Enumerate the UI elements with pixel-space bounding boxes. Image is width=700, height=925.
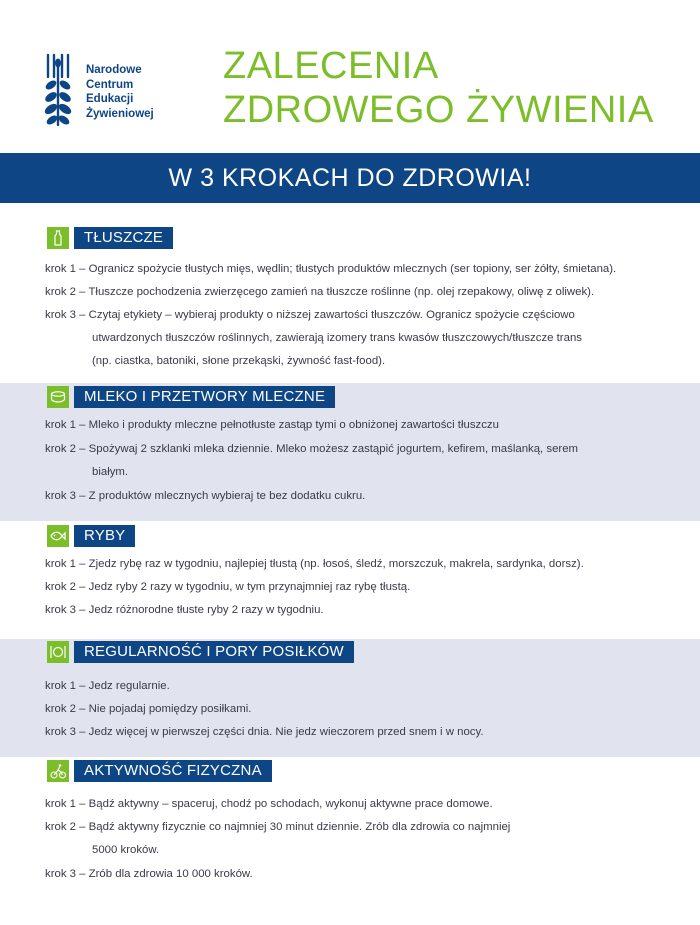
step-item — [45, 721, 690, 744]
step-item — [45, 258, 690, 281]
step-text: krok 1 – Ogranicz spożycie tłustych mięs, wędlin; tłustych produktów mlecznych (ser topiony, ser żółty, śmietana). — [45, 263, 617, 275]
bottle-icon — [47, 227, 69, 249]
step-item — [45, 553, 690, 576]
step-text: krok 1 – Zjedz rybę raz w tygodniu, najlepiej tłustą (np. łosoś, śledź, morszczuk, makrela, sardynka, dorsz). — [45, 558, 584, 570]
step-item — [45, 816, 690, 862]
step-text: krok 3 – Z produktów mlecznych wybieraj te bez dodatku cukru. — [45, 490, 366, 502]
wheat-logo-icon — [44, 53, 72, 128]
cyclist-icon — [47, 760, 69, 782]
nceż-logo — [44, 53, 184, 128]
step-item — [45, 675, 690, 698]
step-text: krok 3 – Zrób dla zdrowia 10 000 kroków. — [45, 868, 253, 880]
section-title: RYBY — [74, 525, 135, 547]
step-item — [45, 485, 690, 508]
step-item — [45, 698, 690, 721]
step-text-continued: białym. — [92, 466, 129, 478]
step-text: krok 3 – Jedz więcej w pierwszej części dnia. Nie jedz wieczorem przed snem i w nocy. — [45, 726, 484, 738]
step-text: krok 2 – Jedz ryby 2 razy w tygodniu, w tym przynajmniej raz rybę tłustą. — [45, 581, 411, 593]
fish-icon — [47, 525, 69, 547]
step-text: krok 3 – Jedz różnorodne tłuste ryby 2 razy w tygodniu. — [45, 604, 324, 616]
step-item — [45, 304, 690, 373]
step-text: krok 2 – Nie pojadaj pomiędzy posiłkami. — [45, 703, 252, 715]
step-text-continued: utwardzonych tłuszczów roślinnych, zawierają izomery trans kwasów tłuszczowych/tłuszcze trans — [92, 332, 582, 344]
step-item — [45, 438, 690, 484]
section-fish — [0, 521, 700, 639]
step-text: krok 1 – Mleko i produkty mleczne pełnotłuste zastąp tymi o obniżonej zawartości tłuszczu — [45, 419, 499, 431]
section-meal-regularity — [0, 639, 700, 757]
section-physical-activity — [0, 757, 700, 925]
section-title: REGULARNOŚĆ I PORY POSIŁKÓW — [74, 641, 354, 663]
page-title — [223, 44, 654, 132]
subtitle-banner: W 3 KROKACH DO ZDROWIA! — [0, 153, 700, 203]
section-dairy — [0, 383, 700, 521]
logo-line: Żywieniowej — [86, 107, 154, 120]
step-item — [45, 793, 690, 816]
section-title: MLEKO I PRZETWORY MLECZNE — [74, 386, 335, 408]
logo-text — [86, 63, 154, 121]
section-fats — [0, 203, 700, 383]
plate-cutlery-icon — [47, 641, 69, 663]
step-text: krok 3 – Czytaj etykiety – wybieraj produkty o niższej zawartości tłuszczów. Ogranicz spożycie częściowo — [45, 309, 575, 321]
step-text: krok 2 – Bądź aktywny fizycznie co najmniej 30 minut dziennie. Zrób dla zdrowia co najmniej — [45, 821, 511, 833]
logo-line: Centrum — [86, 78, 134, 91]
step-text-continued: 5000 kroków. — [92, 844, 160, 856]
step-text: krok 1 – Bądź aktywny – spaceruj, chodź po schodach, wykonuj aktywne prace domowe. — [45, 798, 493, 810]
step-item — [45, 863, 690, 886]
step-text-continued: (np. ciastka, batoniki, słone przekąski, żywność fast-food). — [92, 355, 386, 367]
step-item — [45, 281, 690, 304]
step-text: krok 2 – Spożywaj 2 szklanki mleka dziennie. Mleko możesz zastąpić jogurtem, kefirem, maślanką, serem — [45, 443, 579, 455]
step-item — [45, 576, 690, 599]
section-title: AKTYWNOŚĆ FIZYCZNA — [74, 760, 272, 782]
dairy-icon — [47, 386, 69, 408]
step-item — [45, 599, 690, 622]
step-item — [45, 414, 690, 437]
section-title: TŁUSZCZE — [74, 227, 173, 249]
logo-line: Narodowe — [86, 64, 142, 76]
page-title-line-2: ZDROWEGO ŻYWIENIA — [223, 89, 654, 131]
step-text: krok 1 – Jedz regularnie. — [45, 680, 170, 692]
logo-line: Edukacji — [86, 93, 134, 105]
step-text: krok 2 – Tłuszcze pochodzenia zwierzęcego zamień na tłuszcze roślinne (np. olej rzepakowy, oliwę z oliwek). — [45, 286, 595, 298]
page-title-line-1: ZALECENIA — [223, 45, 439, 87]
